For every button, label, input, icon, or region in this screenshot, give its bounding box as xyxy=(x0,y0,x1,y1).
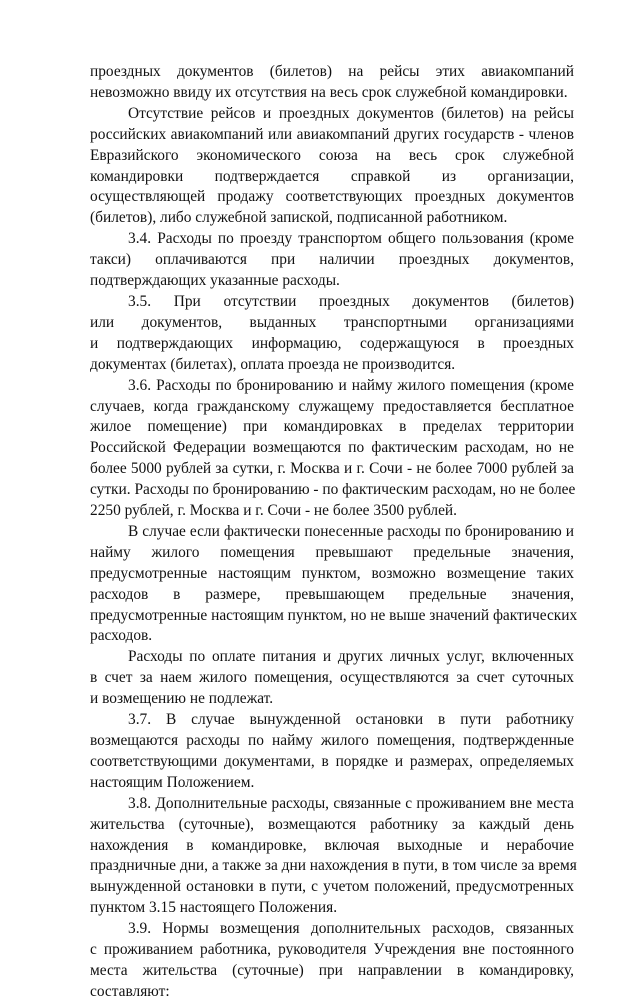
text-line: 3.4. Расходы по проезду транспортом общего пользования (кроме xyxy=(128,230,574,248)
text-line: такси) оплачиваются при наличии проездных документов, xyxy=(90,251,574,269)
text-line: документах (билетах), оплата проезда не производится. xyxy=(90,355,456,373)
text-line: предусмотренные настоящим пунктом, возможно возмещение таких xyxy=(90,564,574,582)
paragraph-3-7 xyxy=(90,710,574,794)
paragraph-3-9 xyxy=(90,919,574,1003)
text-line: нахождения в командировке, включая выходные и нерабочие xyxy=(90,836,574,854)
text-line: 3.8. Дополнительные расходы, связанные с проживанием вне места xyxy=(128,794,574,812)
text-line: В случае если фактически понесенные расходы по бронированию и xyxy=(128,522,574,540)
text-line: более 5000 рублей за сутки, г. Москва и г. Сочи - не более 7000 рублей за xyxy=(90,460,574,478)
paragraph-3-4 xyxy=(90,229,574,292)
text-line: Расходы по оплате питания и других личных услуг, включенных xyxy=(128,648,574,666)
text-line: или документов, выданных транспортными организациями xyxy=(90,313,574,331)
text-line: в счет за наем жилого помещения, осуществляются за счет суточных xyxy=(90,669,574,687)
text-line: и подтверждающих информацию, содержащуюся в проездных xyxy=(90,334,574,352)
paragraph-continuation xyxy=(90,62,574,104)
text-line: невозможно ввиду их отсутствия на весь срок служебной командировки. xyxy=(90,83,568,101)
text-line: составляют: xyxy=(90,982,170,1000)
text-line: места жительства (суточные) при направлении в командировку, xyxy=(90,961,574,979)
text-line: пунктом 3.15 настоящего Положения. xyxy=(90,899,338,917)
text-line: Евразийского экономического союза на весь срок служебной xyxy=(90,146,574,164)
document-page xyxy=(90,62,578,1003)
paragraph-3-6-excess xyxy=(90,522,578,647)
paragraph-3-6-meals xyxy=(90,647,574,710)
text-line: случаев, когда гражданскому служащему предоставляется бесплатное xyxy=(90,397,574,415)
text-line: настоящим Положением. xyxy=(90,773,255,791)
text-line: осуществляющей продажу соответствующих проездных документов xyxy=(90,188,574,206)
paragraph-3-6 xyxy=(90,376,574,522)
text-line: жительства (суточные), возмещаются работнику за каждый день xyxy=(90,815,574,833)
text-line: 3.5. При отсутствии проездных документов (билетов) xyxy=(128,292,574,310)
paragraph-3-8 xyxy=(90,794,577,919)
text-line: расходов в размере, превышающем предельные значения, xyxy=(90,585,574,603)
text-line: командировки подтверждается справкой из организации, xyxy=(90,167,574,185)
text-line: Российской Федерации возмещаются по фактическим расходам, но не xyxy=(90,439,574,457)
paragraph-3-5 xyxy=(90,292,574,376)
text-line: проездных документов (билетов) на рейсы этих авиакомпаний xyxy=(90,63,574,80)
text-line: 3.6. Расходы по бронированию и найму жилого помещения (кроме xyxy=(128,376,574,394)
text-line: Отсутствие рейсов и проездных документов (билетов) на рейсы xyxy=(128,104,574,122)
text-line: возмещаются расходы по найму жилого помещения, подтвержденные xyxy=(90,732,574,749)
text-line: 3.9. Нормы возмещения дополнительных расходов, связанных xyxy=(128,920,574,938)
text-line: предусмотренные настоящим пунктом, но не выше значений фактических xyxy=(90,606,578,624)
text-line: сутки. Расходы по бронированию - по фактическим расходам, но не более xyxy=(90,481,576,499)
text-line: с проживанием работника, руководителя Учреждения вне постоянного xyxy=(90,941,574,959)
text-line: 3.7. В случае вынужденной остановки в пути работнику xyxy=(128,711,574,729)
text-line: 2250 рублей, г. Москва и г. Сочи - не более 3500 рублей. xyxy=(90,502,458,520)
text-line: (билетов), либо служебной запиской, подписанной работником. xyxy=(90,209,508,227)
text-line: соответствующими документами, в порядке и размерах, определяемых xyxy=(90,752,574,770)
text-line: вынужденной остановки в пути, с учетом положений, предусмотренных xyxy=(90,878,574,896)
text-line: расходов. xyxy=(90,627,153,645)
text-line: праздничные дни, а также за дни нахождения в пути, в том числе за время xyxy=(90,857,577,875)
paragraph-no-flights xyxy=(90,104,574,229)
text-line: российских авиакомпаний или авиакомпаний других государств - членов xyxy=(90,125,574,143)
text-line: и возмещению не подлежат. xyxy=(90,690,274,708)
text-line: подтверждающих указанные расходы. xyxy=(90,272,340,290)
text-line: жилое помещение) при командировках в пределах территории xyxy=(90,418,574,436)
text-line: найму жилого помещения превышают предельные значения, xyxy=(90,543,574,561)
